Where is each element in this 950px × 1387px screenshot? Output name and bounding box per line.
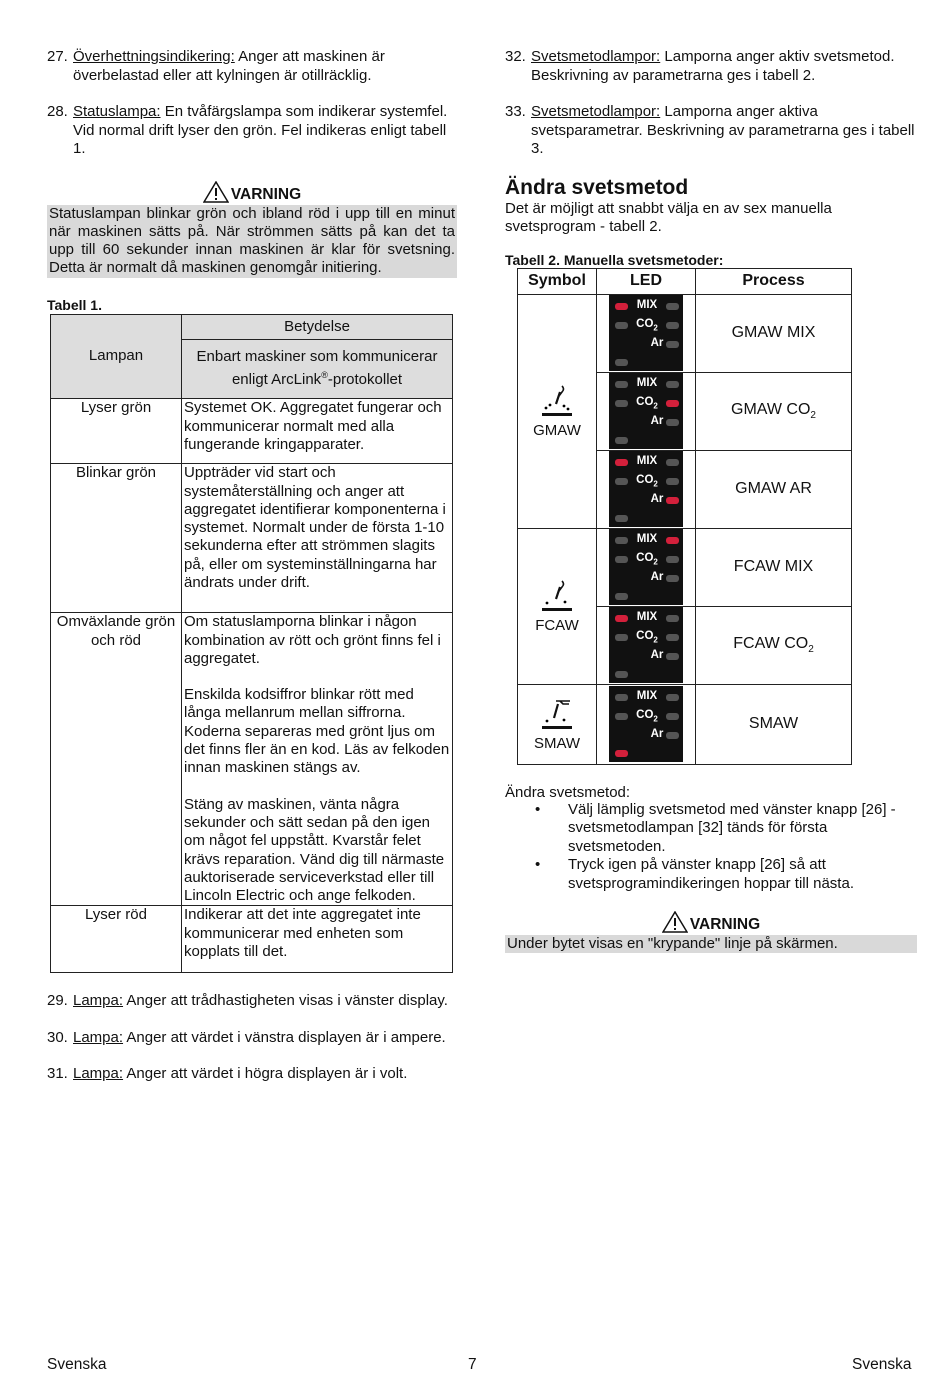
led-indicator [666, 497, 679, 504]
method-symbol [518, 294, 597, 528]
led-indicator [666, 303, 679, 310]
lamp-meaning [182, 613, 453, 906]
item-text: Anger att trådhastigheten visas i vänster display. [123, 992, 448, 1010]
led-label: MIX [636, 455, 658, 467]
table1-header-lamp: Lampan [51, 314, 182, 399]
led-label: $CO_2$ [636, 552, 658, 567]
table1-caption: Tabell 1. [47, 296, 102, 313]
led-indicator [666, 341, 679, 348]
bullet-icon: • [535, 856, 541, 873]
table2-header-symbol: Symbol [518, 268, 597, 294]
table1-header-meaning: Betydelse [182, 314, 453, 339]
footer-page-number: 7 [468, 1356, 477, 1373]
led-label: Ar [650, 649, 664, 661]
lamp-state: Omväxlande grön och röd [51, 613, 182, 906]
bullet-icon: • [535, 800, 541, 818]
process-name: GMAW AR [696, 450, 852, 528]
led-indicator [666, 459, 679, 466]
led-label: MIX [636, 377, 658, 389]
item-number: 30. [47, 1028, 68, 1046]
warning-heading [47, 181, 457, 205]
led-label: Ar [650, 337, 664, 349]
led-panel [609, 451, 683, 527]
warning-block [505, 911, 917, 953]
item-number: 33. [505, 103, 526, 120]
process-name: FCAW $CO_2$ [696, 606, 852, 684]
led-panel [609, 529, 683, 605]
led-panel-cell [597, 294, 696, 372]
meaning-paragraph: Om statuslamporna blinkar i någon kombination av rött och grönt finns fel i aggregatet. [184, 613, 441, 667]
led-label: Ar [650, 571, 664, 583]
led-panel-cell [597, 528, 696, 606]
warning-text: Statuslampan blinkar grön och ibland röd i upp till en minut när maskinen sätts på. När strömmen sätts på kan det ta upp till 60 sekunder innan maskinen är klar för svetsning. Detta är normalt då maskinen genomgår initiering. [49, 204, 455, 277]
led-panel-cell [597, 684, 696, 764]
item-term: Svetsmetodlampor: [531, 103, 661, 120]
item-text: Lamporna anger aktiv svetsmetod. Beskrivning av parametrarna ges i tabell 2. [531, 48, 895, 84]
led-panel [609, 373, 683, 449]
led-panel-cell [597, 606, 696, 684]
bullet-list [505, 801, 917, 894]
led-indicator [666, 732, 679, 739]
warning-triangle-icon [662, 911, 688, 933]
item-number: 28. [47, 103, 68, 120]
led-label: $CO_2$ [636, 709, 658, 724]
item-text: Anger att värdet i högra displayen är i volt. [123, 1065, 408, 1083]
item-33 [505, 103, 917, 159]
right-column [505, 48, 917, 953]
led-label: $CO_2$ [636, 474, 658, 489]
led-indicator [666, 419, 679, 426]
process-name: GMAW MIX [696, 294, 852, 372]
led-indicator [615, 359, 628, 366]
item-number: 31. [47, 1065, 68, 1083]
item-31 [47, 1065, 457, 1084]
item-number: 32. [505, 48, 526, 65]
led-indicator [666, 537, 679, 544]
lamp-meaning: Indikerar att det inte aggregatet inte kommunicerar med enheten som kopplats till det. [182, 906, 453, 973]
lamp-state: Lyser grön [51, 399, 182, 464]
led-indicator [666, 322, 679, 329]
led-panel [609, 686, 683, 762]
lamp-meaning: Uppträder vid start och systemåterställning och anger att aggregatet identifierar komponenterna i systemet. Normalt under de första 1-10 sekunderna efter att strömmen slagits på, eller om systeminställningarna har ändrats under drift. [182, 464, 453, 613]
led-label: MIX [636, 690, 658, 702]
list-item [535, 856, 917, 893]
item-term: Lampa: [73, 1065, 124, 1083]
warning-triangle-icon [203, 181, 229, 203]
section-heading: Ändra svetsmetod [505, 175, 689, 199]
led-label: MIX [636, 533, 658, 545]
table-row [518, 294, 852, 372]
led-indicator [666, 575, 679, 582]
led-indicator [615, 593, 628, 600]
table2-header-led: LED [597, 268, 696, 294]
led-indicator [615, 750, 628, 757]
led-panel [609, 607, 683, 683]
change-label: Ändra svetsmetod: [505, 783, 631, 801]
table1-header-sub: Enbart maskiner som kommunicerar enligt ArcLink®-protokollet [182, 339, 453, 399]
weld-method-table [517, 268, 852, 765]
led-indicator [666, 400, 679, 407]
led-indicator [666, 615, 679, 622]
lamp-state: Blinkar grön [51, 464, 182, 613]
led-panel-cell [597, 450, 696, 528]
item-term: Statuslampa: [73, 103, 161, 120]
process-name: GMAW $CO_2$ [696, 372, 852, 450]
led-label: MIX [636, 299, 658, 311]
led-indicator [666, 634, 679, 641]
footer-language-right: Svenska [852, 1356, 912, 1373]
smaw-electrode-icon [519, 697, 595, 735]
meaning-paragraph: Stäng av maskinen, vänta några sekunder och sätt sedan på den igen om något fel uppstått. Kvarstår felet krävs reparation. Vänd dig till närmaste auktoriserade serviceverkstad eller till Lincoln Electric och ange felkoden. [184, 795, 445, 905]
item-term: Lampa: [73, 992, 124, 1010]
list-item [535, 801, 917, 857]
item-number: 27. [47, 48, 68, 65]
symbol-label: SMAW [533, 734, 581, 752]
led-label: Ar [650, 415, 664, 427]
led-indicator [615, 437, 628, 444]
item-27 [47, 48, 457, 85]
led-indicator [666, 556, 679, 563]
bullet-text: Välj lämplig svetsmetod med vänster knapp [26] - svetsmetodlampan [32] tänds för första svetsmetoden. [568, 800, 896, 855]
left-column [47, 48, 457, 1084]
led-indicator [666, 381, 679, 388]
table-row [51, 613, 453, 906]
warning-title: VARNING [230, 185, 302, 203]
process-name: FCAW MIX [696, 528, 852, 606]
led-label: $CO_2$ [636, 318, 658, 333]
warning-text: Under bytet visas en "krypande" linje på skärmen. [505, 935, 917, 953]
lamp-state: Lyser röd [51, 906, 182, 973]
item-term: Svetsmetodlampor: [531, 48, 661, 65]
table-row [518, 528, 852, 606]
led-indicator [666, 694, 679, 701]
symbol-label: FCAW [535, 616, 579, 634]
warning-title: VARNING [689, 916, 761, 933]
item-term: Lampa: [73, 1028, 124, 1046]
method-symbol [518, 684, 597, 764]
item-28 [47, 103, 457, 159]
item-text: Anger att maskinen är överbelastad eller att kylningen är otillräcklig. [73, 48, 385, 84]
table-row [518, 684, 852, 764]
led-indicator [666, 713, 679, 720]
process-name: SMAW [696, 684, 852, 764]
led-indicator [615, 671, 628, 678]
warning-block [47, 181, 457, 278]
led-panel [609, 295, 683, 371]
led-indicator [666, 653, 679, 660]
led-panel-cell [597, 372, 696, 450]
item-term: Överhettningsindikering: [73, 48, 235, 65]
section-intro: Det är möjligt att snabbt välja en av sex manuella svetsprogram - tabell 2. [505, 199, 832, 235]
method-symbol [518, 528, 597, 684]
item-text: Anger att värdet i vänstra displayen är i ampere. [123, 1028, 446, 1046]
led-label: MIX [636, 611, 658, 623]
item-32 [505, 48, 917, 85]
led-indicator [615, 515, 628, 522]
meaning-paragraph: Enskilda kodsiffror blinkar rött med långa mellanrum mellan siffrorna. Koderna separeras med grönt ljus om det finns fler än en kod. Läs av felkoden innan maskinen stängs av. [184, 686, 450, 777]
bullet-text: Tryck igen på vänster knapp [26] så att svetsprogramindikeringen hoppar till nästa. [568, 856, 854, 892]
table2-caption: Tabell 2. Manuella svetsmetoder: [505, 251, 724, 268]
led-indicator [666, 478, 679, 485]
footer-language-left: Svenska [47, 1356, 107, 1373]
led-label: $CO_2$ [636, 630, 658, 645]
item-text: Lamporna anger aktiva svetsparametrar. Beskrivning av parametrarna ges i tabell 3. [531, 103, 915, 157]
gmaw-torch-icon [519, 384, 595, 422]
lamp-meaning: Systemet OK. Aggregatet fungerar och kommunicerar normalt med alla fungerande kringapparater. [182, 399, 453, 464]
table2-header-process: Process [696, 268, 852, 294]
table-row [51, 464, 453, 613]
led-label: $CO_2$ [636, 396, 658, 411]
symbol-label: GMAW [533, 421, 581, 439]
led-label: Ar [650, 728, 664, 740]
table-row [51, 399, 453, 464]
item-text: En tvåfärgslampa som indikerar systemfel. Vid normal drift lyser den grön. Fel indikeras enligt tabell 1. [73, 103, 448, 157]
led-label: Ar [650, 493, 664, 505]
warning-heading [505, 911, 917, 935]
status-table [50, 314, 453, 974]
item-number: 29. [47, 992, 68, 1010]
item-29 [47, 992, 457, 1011]
table-row [51, 906, 453, 973]
item-30 [47, 1029, 457, 1048]
fcaw-torch-icon [519, 579, 595, 617]
